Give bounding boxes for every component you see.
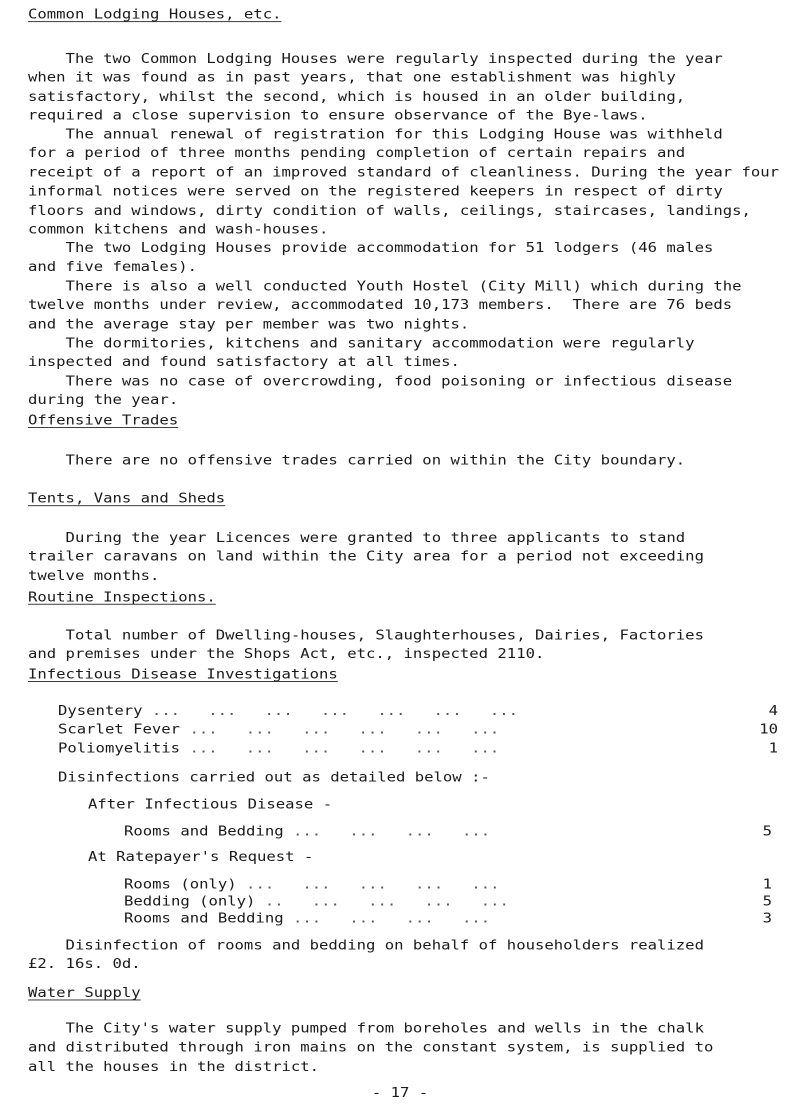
dot-leader: ... ... ... ... ... ...: [180, 740, 500, 756]
row-count: 1: [762, 876, 772, 892]
heading-routine-inspections: Routine Inspections.: [28, 589, 216, 605]
dot-leader: ... ... ... ... ... ...: [180, 721, 500, 738]
row-label: Rooms and Bedding: [124, 910, 284, 926]
paragraph-licences: During the year Licences were granted to three applicants to stand trailer caravans on land within the City area for a period not exceeding twelve months.: [28, 529, 704, 584]
heading-infectious-disease-investigations: Infectious Disease Investigations: [28, 666, 338, 682]
row-count: 3: [762, 910, 772, 926]
list-item: [124, 909, 490, 928]
row-label: Rooms (only): [124, 876, 237, 892]
page-number: - 17 -: [371, 1085, 429, 1101]
dot-leader: ... ... ... ... ... ... ...: [142, 703, 519, 719]
dot-leader: ... ... ... ...: [283, 823, 491, 840]
paragraph-registration-renewal: The annual renewal of registration for this Lodging House was withheld for a period of three months pending completion of certain repairs and receipt of a report of an improved standard of cleanliness. During the year four informal notices were served on the registered keepers in respect of dirty floors and windows, dirty condition of walls, ceilings, staircases, landings, common kitchens and wash-houses.: [28, 126, 780, 237]
heading-tents-vans-sheds: Tents, Vans and Sheds: [28, 490, 226, 507]
paragraph-dormitories: The dormitories, kitchens and sanitary accommodation were regularly inspected and found satisfactory at all times.: [28, 335, 695, 370]
paragraph-overcrowding: There was no case of overcrowding, food poisoning or infectious disease during the year.: [28, 373, 733, 408]
row-count: 4: [768, 703, 778, 719]
list-item: [58, 739, 499, 758]
paragraph-youth-hostel: There is also a well conducted Youth Hostel (City Mill) which during the twelve months under review, accommodated 10,173 members. There are 76 beds and the average stay per member was two nights.: [28, 278, 742, 332]
row-count: 1: [768, 740, 778, 756]
row-label: Bedding (only): [124, 893, 256, 909]
dot-leader: ... ... ... ...: [283, 910, 491, 926]
paragraph-offensive-trades: There are no offensive trades carried on within the City boundary.: [28, 452, 686, 468]
row-label: Rooms and Bedding: [124, 823, 284, 840]
paragraph-disinfection-cost: Disinfection of rooms and bedding on behalf of householders realized £2. 16s. 0d.: [28, 937, 704, 972]
paragraph-accommodation: The two Lodging Houses provide accommodation for 51 lodgers (46 males and five females).: [28, 240, 714, 275]
list-item: [124, 822, 490, 841]
dot-leader: ... ... ... ... ...: [236, 876, 500, 892]
paragraph-lodging-inspection: The two Common Lodging Houses were regularly inspected during the year when it was found as in past years, that one establishment was highly satisfactory, whilst the second, which is housed in an older building, required a close supervision to ensure observance of the Bye-laws.: [28, 50, 723, 124]
heading-water-supply: Water Supply: [28, 985, 141, 1001]
row-count: 5: [762, 823, 772, 840]
dot-leader: .. ... ... ... ...: [255, 893, 509, 909]
row-count: 5: [762, 893, 772, 909]
list-item: [58, 701, 518, 720]
heading-offensive-trades: Offensive Trades: [28, 412, 179, 429]
row-label: Dysentery: [58, 703, 143, 719]
heading-common-lodging-houses: Common Lodging Houses, etc.: [28, 6, 282, 23]
row-label: Scarlet Fever: [58, 721, 181, 738]
list-item: [58, 720, 499, 739]
row-label: Poliomyelitis: [58, 740, 181, 756]
ratepayer-heading: At Ratepayer's Request -: [88, 849, 314, 865]
disinfections-intro: Disinfections carried out as detailed below :-: [58, 769, 490, 785]
after-infectious-heading: After Infectious Disease -: [88, 796, 333, 812]
row-count: 10: [759, 721, 778, 738]
paragraph-water-supply: The City's water supply pumped from boreholes and wells in the chalk and distributed through iron mains on the constant system, is supplied to all the houses in the district.: [28, 1020, 714, 1075]
paragraph-routine-inspections: Total number of Dwelling-houses, Slaughterhouses, Dairies, Factories and premises under the Shops Act, etc., inspected 2110.: [28, 627, 704, 662]
